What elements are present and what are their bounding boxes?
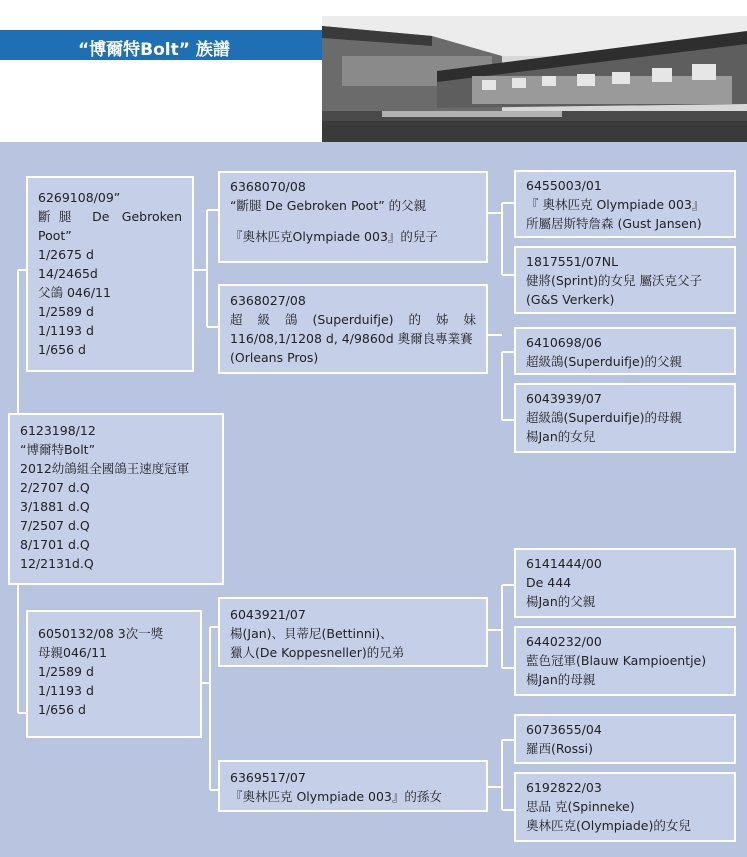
note-line: 楊Jan的父親 [526,594,596,609]
note-line: 健將(Sprint)的女兒 屬沃克父子 [526,273,703,288]
ring-number: 6440232/00 [526,634,602,649]
result-line: 1/656 d [38,342,86,357]
result-line: 1/2589 d [38,664,94,679]
note-line: “斷腿 De Gebroken Poot” 的父親 [230,198,427,213]
ring-number: 6141444/00 [526,556,602,571]
ring-number: 6269108/09” [38,190,121,205]
bird-name: “博爾特Bolt” [20,442,96,457]
ring-number: 6073655/04 [526,722,602,737]
result-line: 1/656 d [38,702,86,717]
note-line: 超級鴿(Superduifje)的父親 [526,354,683,369]
result-line: 8/1701 d.Q [20,537,90,552]
g7-card [514,714,736,764]
note-line: (Orleans Pros) [230,350,319,365]
title-line: 2012幼鴿組全國鴿王速度冠軍 [20,461,190,476]
g4-card [514,383,736,453]
dam-card [26,610,202,738]
note-line: 楊Jan的母親 [526,672,596,687]
ring-number: 6368027/08 [230,293,306,308]
ring-number: 6192822/03 [526,780,602,795]
note-line: 母親046/11 [38,645,107,660]
g2-card [514,246,736,314]
dam-sire-card [218,597,488,667]
ring-number: 6369517/07 [230,770,306,785]
note-line: 藍色冠軍(Blauw Kampioentje) [526,653,707,668]
page-title: “博爾特Bolt” 族譜 [78,40,230,60]
subject-card [8,413,224,585]
note-line: 超級鴿(Superduifje)的母親 [526,410,683,425]
note-line: 楊(Jan)、貝蒂尼(Bettinni)、 [230,626,393,641]
note-line: 『奧林匹克Olympiade 003』的兒子 [230,229,438,244]
result-line: 7/2507 d.Q [20,518,90,533]
result-line: 3/1881 d.Q [20,499,90,514]
ring-number: 1817551/07NL [526,254,619,269]
note-line: De 444 [526,575,572,590]
ring-number: 6050132/08 3次一獎 [38,626,164,641]
note-line: 奧林匹克(Olympiade)的女兒 [526,818,691,833]
g1-card [514,170,736,238]
g5-card [514,548,736,618]
note-line: 『 奧林匹克 Olympiade 003』 [526,197,705,212]
sire-card [26,176,194,372]
result-line: 1/2589 d [38,304,94,319]
note-line: 所屬居斯特詹森 (Gust Jansen) [526,216,702,231]
sire-dam-card [218,284,488,374]
note-line: 獵人(De Koppesneller)的兄弟 [230,645,405,660]
ring-number: 6410698/06 [526,335,602,350]
result-line: 14/2465d [38,266,98,281]
bird-name-cont: Poot” [38,228,72,243]
note-line: 羅西(Rossi) [526,741,594,756]
result-line: 1/1193 d [38,323,94,338]
result-line: 1/2675 d [38,247,94,262]
result-line: 116/08,1/1208 d, 4/9860d 奧爾良專業賽 [230,331,473,346]
ring-number: 6043921/07 [230,607,306,622]
result-line: 父鴿 046/11 [38,285,111,300]
dam-dam-card [218,760,488,812]
bird-name: 斷腿 De Gebroken [38,209,182,224]
note-line: 楊Jan的女兒 [526,429,596,444]
result-line: 12/2131d.Q [20,556,94,571]
note-line: (G&S Verkerk) [526,292,615,307]
result-line: 1/1193 d [38,683,94,698]
note-line: 『奧林匹克 Olympiade 003』的孫女 [230,789,442,804]
ring-number: 6043939/07 [526,391,602,406]
note-line: 思品 克(Spinneke) [526,799,635,814]
ring-number: 6368070/08 [230,179,306,194]
g3-card [514,327,736,375]
g6-card [514,626,736,696]
ring-number: 6123198/12 [20,423,96,438]
g8-card [514,772,736,842]
ring-number: 6455003/01 [526,178,602,193]
note-line: 超級鴿(Superduifje)的姊妹 [230,312,476,327]
result-line: 2/2707 d.Q [20,480,90,495]
sire-sire-card [218,171,488,263]
